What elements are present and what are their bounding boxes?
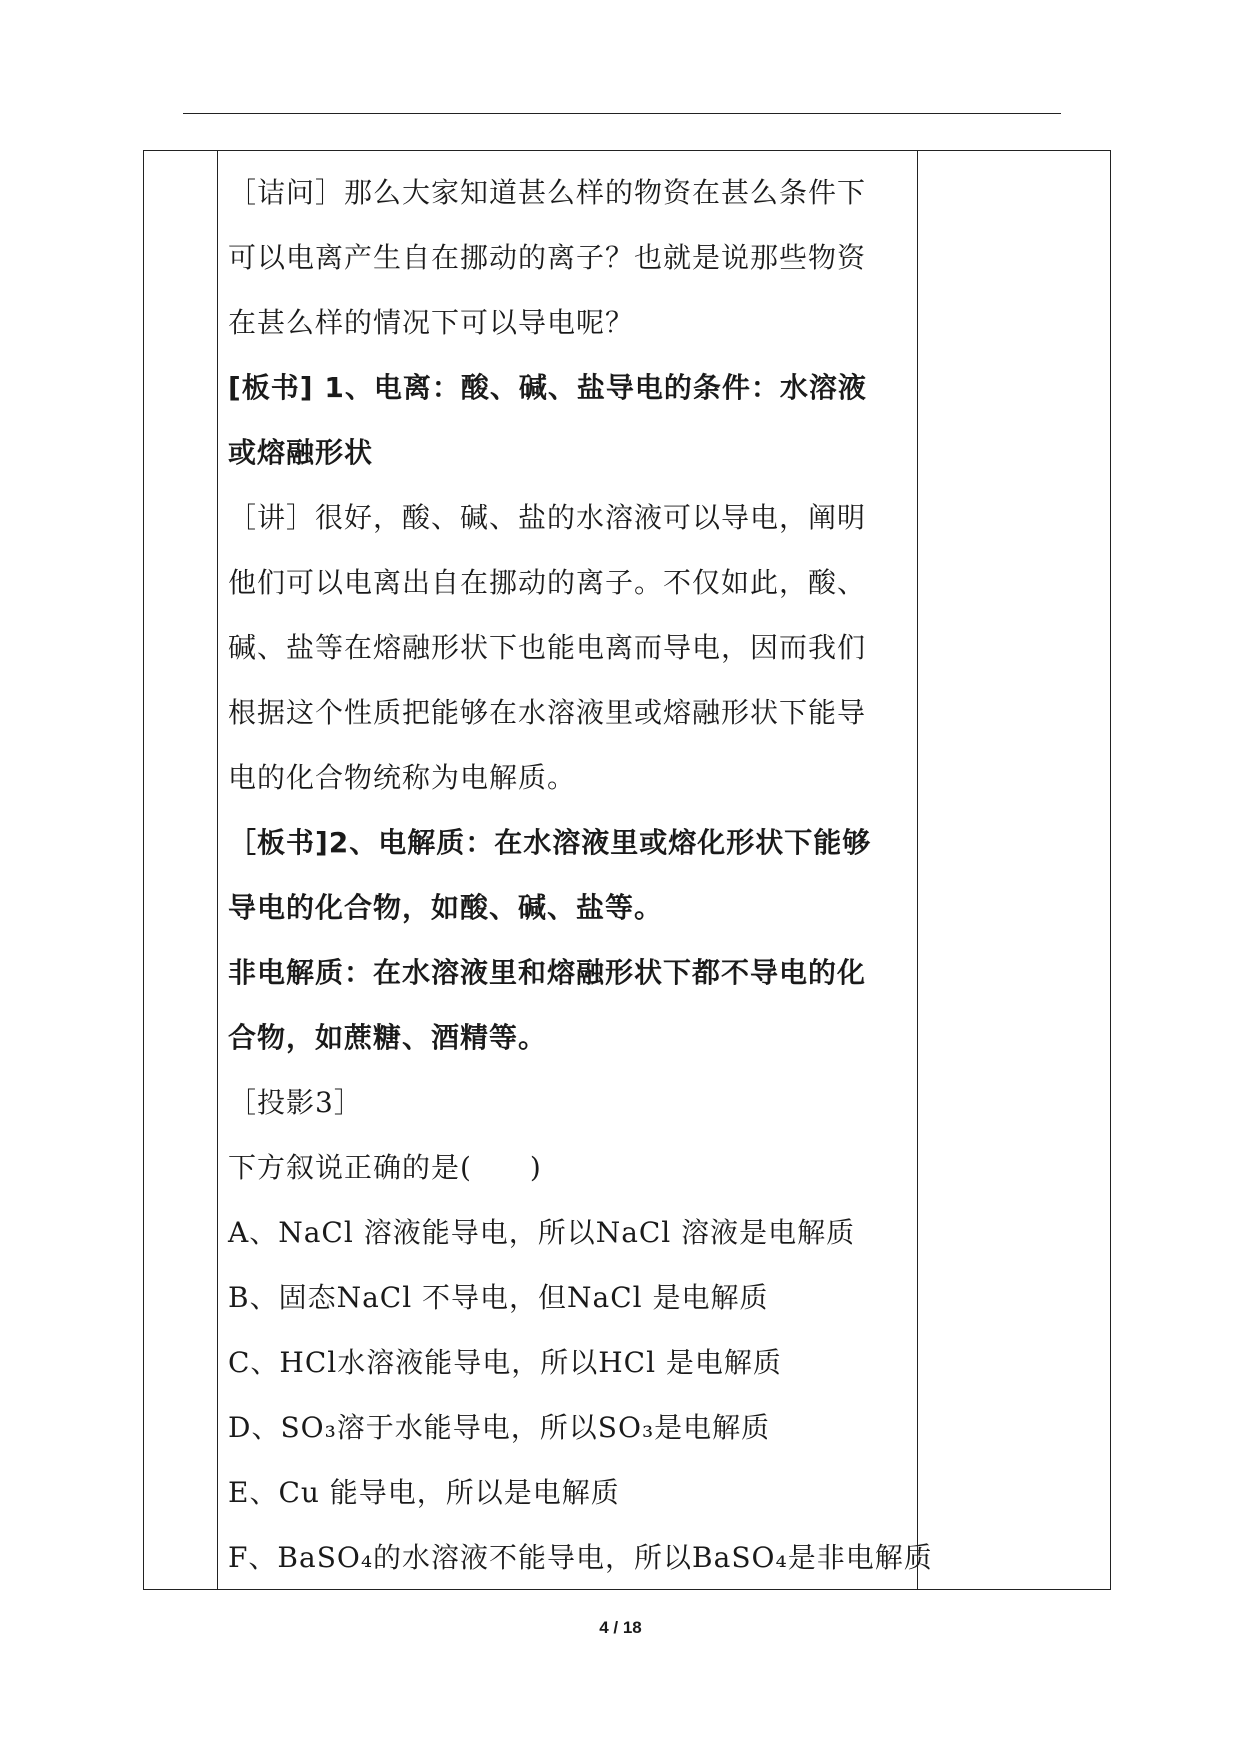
text-line: ［板书]2、电解质：在水溶液里或熔化形状下能够 bbox=[228, 826, 872, 859]
text-line: ［投影3］ bbox=[228, 1086, 363, 1119]
text-line: 碱、盐等在熔融形状下也能电离而导电，因而我们 bbox=[228, 631, 867, 664]
text-line: B、固态NaCl 不导电，但NaCl 是电解质 bbox=[228, 1281, 769, 1314]
text-line: 可以电离产生自在挪动的离子？也就是说那些物资 bbox=[228, 241, 867, 274]
text-line: 他们可以电离出自在挪动的离子。不仅如此，酸、 bbox=[228, 566, 867, 599]
text-line: 根据这个性质把能够在水溶液里或熔融形状下能导 bbox=[228, 696, 867, 729]
text-line: C、HCl水溶液能导电，所以HCl 是电解质 bbox=[228, 1346, 782, 1379]
text-line: A、NaCl 溶液能导电，所以NaCl 溶液是电解质 bbox=[228, 1216, 856, 1249]
text-line: [板书] 1、电离：酸、碱、盐导电的条件：水溶液 bbox=[228, 371, 867, 404]
text-line: 在甚么样的情况下可以导电呢？ bbox=[228, 306, 635, 339]
text-line: F、BaSO₄的水溶液不能导电，所以BaSO₄是非电解质 bbox=[228, 1541, 933, 1574]
page-number: 4 / 18 bbox=[599, 1618, 642, 1637]
lesson-content bbox=[228, 160, 933, 1590]
header-rule bbox=[183, 113, 1061, 114]
text-line: D、SO₃溶于水能导电，所以SO₃是电解质 bbox=[228, 1411, 771, 1444]
column-divider-right bbox=[917, 151, 918, 1589]
text-line: E、Cu 能导电，所以是电解质 bbox=[228, 1476, 620, 1509]
column-divider-left bbox=[217, 151, 218, 1589]
text-line: 合物，如蔗糖、酒精等。 bbox=[228, 1021, 548, 1054]
text-line: ［讲］很好，酸、碱、盐的水溶液可以导电，阐明 bbox=[228, 501, 867, 534]
text-line: 非电解质：在水溶液里和熔融形状下都不导电的化 bbox=[228, 956, 867, 989]
text-line: 下方叙说正确的是( ) bbox=[228, 1151, 542, 1184]
text-line: 电的化合物统称为电解质。 bbox=[228, 761, 577, 794]
text-line: 或熔融形状 bbox=[228, 436, 374, 469]
text-line: ［诘问］那么大家知道甚么样的物资在甚么条件下 bbox=[228, 176, 867, 209]
text-line: 导电的化合物，如酸、碱、盐等。 bbox=[228, 891, 664, 924]
